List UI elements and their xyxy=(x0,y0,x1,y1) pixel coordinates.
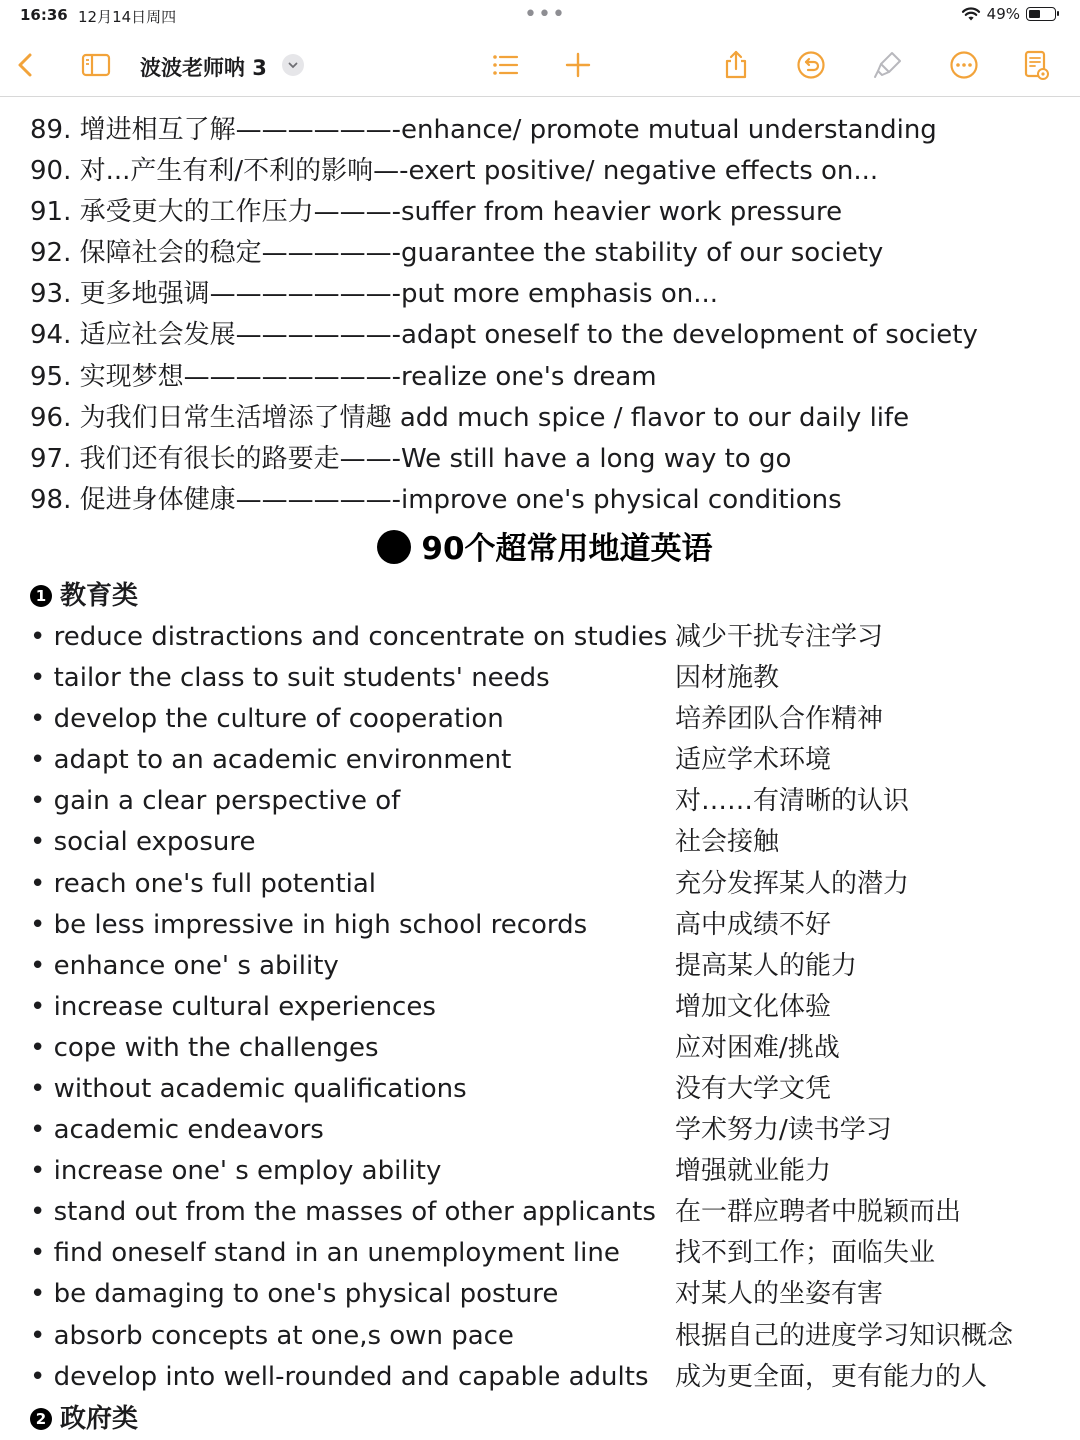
vocab-row xyxy=(30,946,1060,987)
vocab-row xyxy=(30,1357,1060,1398)
vocab-row xyxy=(30,1151,1060,1192)
vocab-chinese: 因材施教 xyxy=(675,663,780,694)
vocab-row xyxy=(30,1028,1060,1069)
vocab-chinese: 培养团队合作精神 xyxy=(675,704,884,735)
phrase-line: 90. 对...产生有利/不利的影响—-exert positive/ negative effects on... xyxy=(30,156,879,187)
vocab-chinese: 对某人的坐姿有害 xyxy=(675,1279,884,1310)
vocab-row xyxy=(30,740,1060,781)
phrase-line: 96. 为我们日常生活增添了情趣 add much spice / flavor to our daily life xyxy=(30,402,910,433)
vocab-chinese: 社会接触 xyxy=(675,827,780,858)
battery-percent: 49% xyxy=(986,5,1020,23)
vocab-english: • without academic qualifications xyxy=(30,1073,467,1104)
vocab-chinese: 提高某人的能力 xyxy=(675,950,858,981)
phrase-line: 97. 我们还有很长的路要走——-We still have a long way to go xyxy=(30,443,792,474)
notes-view-icon[interactable] xyxy=(1016,45,1056,85)
category-heading xyxy=(30,1398,1060,1440)
vocab-english: • enhance one' s ability xyxy=(30,950,339,981)
vocab-row xyxy=(30,699,1060,740)
vocab-chinese: 对……有清晰的认识 xyxy=(675,786,910,817)
category-title: 教育类 xyxy=(60,580,139,611)
vocab-chinese: 找不到工作；面临失业 xyxy=(675,1238,936,1269)
vocab-english: • increase cultural experiences xyxy=(30,991,436,1022)
vocab-chinese: 增加文化体验 xyxy=(675,991,832,1022)
vocab-row xyxy=(30,1233,1060,1274)
vocab-chinese: 高中成绩不好 xyxy=(675,909,832,940)
vocab-chinese: 增强就业能力 xyxy=(675,1156,832,1187)
phrase-line: 91. 承受更大的工作压力———-suffer from heavier work pressure xyxy=(30,197,843,228)
vocab-english: • develop the culture of cooperation xyxy=(30,704,504,735)
note-title[interactable]: 波波老师呐 3 xyxy=(140,56,267,80)
battery-icon xyxy=(1026,7,1056,21)
phrase-line: 95. 实现梦想————————-realize one's dream xyxy=(30,361,657,392)
vocab-english: • increase one' s employ ability xyxy=(30,1156,442,1187)
category-list xyxy=(30,575,1060,1440)
vocab-chinese: 充分发挥某人的潜力 xyxy=(675,868,910,899)
plus-icon[interactable] xyxy=(558,45,598,85)
vocab-chinese: 成为更全面，更有能力的人 xyxy=(675,1361,988,1392)
category-heading xyxy=(30,575,1060,617)
phrase-list xyxy=(30,110,1060,521)
category-title: 政府类 xyxy=(60,1403,139,1434)
vocab-row xyxy=(30,987,1060,1028)
status-bar xyxy=(0,0,1080,34)
vocab-english: • cope with the challenges xyxy=(30,1032,379,1063)
vocab-english: • absorb concepts at one,s own pace xyxy=(30,1320,514,1351)
undo-icon[interactable] xyxy=(791,45,831,85)
wifi-icon xyxy=(961,6,981,22)
vocab-chinese: 在一群应聘者中脱颖而出 xyxy=(675,1197,962,1228)
vocab-english: • stand out from the masses of other applicants xyxy=(30,1197,656,1228)
vocab-chinese: 学术努力/读书学习 xyxy=(675,1115,892,1146)
phrase-line: 89. 增进相互了解——————-enhance/ promote mutual understanding xyxy=(30,115,937,145)
vocab-english: • be less impressive in high school records xyxy=(30,909,588,940)
vocab-english: • reduce distractions and concentrate on studies xyxy=(30,621,668,652)
list-icon[interactable] xyxy=(485,45,525,85)
status-time: 16:36 xyxy=(20,6,68,24)
vocab-chinese: 适应学术环境 xyxy=(675,745,832,776)
highlighter-icon[interactable] xyxy=(868,45,908,85)
multitasking-dots-icon[interactable]: ••• xyxy=(524,2,566,27)
vocab-english: • gain a clear perspective of xyxy=(30,786,401,817)
phrase-line: 92. 保障社会的稳定—————-guarantee the stability of our society xyxy=(30,238,884,269)
share-icon[interactable] xyxy=(716,45,756,85)
phrase-line: 93. 更多地强调———————-put more emphasis on... xyxy=(30,279,719,310)
vocab-chinese: 减少干扰专注学习 xyxy=(675,621,884,652)
vocab-english: • find oneself stand in an unemployment line xyxy=(30,1238,620,1269)
phrase-line: 98. 促进身体健康——————-improve one's physical conditions xyxy=(30,484,842,515)
vocab-english: • adapt to an academic environment xyxy=(30,745,512,776)
vocab-english: • be damaging to one's physical posture xyxy=(30,1279,559,1310)
category-number-badge: 1 xyxy=(30,585,52,607)
vocab-row xyxy=(30,864,1060,905)
section-heading-text: 90个超常用地道英语 xyxy=(421,530,713,567)
vocab-row xyxy=(30,781,1060,822)
vocab-row xyxy=(30,1069,1060,1110)
back-chevron-icon[interactable] xyxy=(6,45,46,85)
chevron-down-icon[interactable] xyxy=(282,54,304,76)
status-date: 12月14日周四 xyxy=(78,8,177,26)
section-heading xyxy=(30,523,1060,575)
black-circle-icon xyxy=(377,530,411,564)
vocab-row xyxy=(30,1192,1060,1233)
vocab-english: • academic endeavors xyxy=(30,1115,324,1146)
more-icon[interactable] xyxy=(944,45,984,85)
vocab-row xyxy=(30,617,1060,658)
notes-toolbar xyxy=(0,34,1080,97)
phrase-line: 94. 适应社会发展——————-adapt oneself to the development of society xyxy=(30,320,978,351)
vocab-chinese: 没有大学文凭 xyxy=(675,1073,832,1104)
category-number-badge: 2 xyxy=(30,1408,52,1430)
status-right xyxy=(961,5,1056,23)
vocab-row xyxy=(30,658,1060,699)
vocab-row xyxy=(30,905,1060,946)
vocab-row xyxy=(30,1110,1060,1151)
note-content[interactable] xyxy=(30,110,1060,1440)
vocab-row xyxy=(30,1316,1060,1357)
vocab-chinese: 根据自己的进度学习知识概念 xyxy=(675,1320,1014,1351)
vocab-row xyxy=(30,1274,1060,1315)
vocab-english: • develop into well-rounded and capable adults xyxy=(30,1361,649,1392)
sidebar-icon[interactable] xyxy=(76,45,116,85)
vocab-english: • social exposure xyxy=(30,827,256,858)
vocab-english: • reach one's full potential xyxy=(30,868,377,899)
vocab-row xyxy=(30,822,1060,863)
vocab-english: • tailor the class to suit students' needs xyxy=(30,663,550,694)
vocab-chinese: 应对困难/挑战 xyxy=(675,1032,840,1063)
